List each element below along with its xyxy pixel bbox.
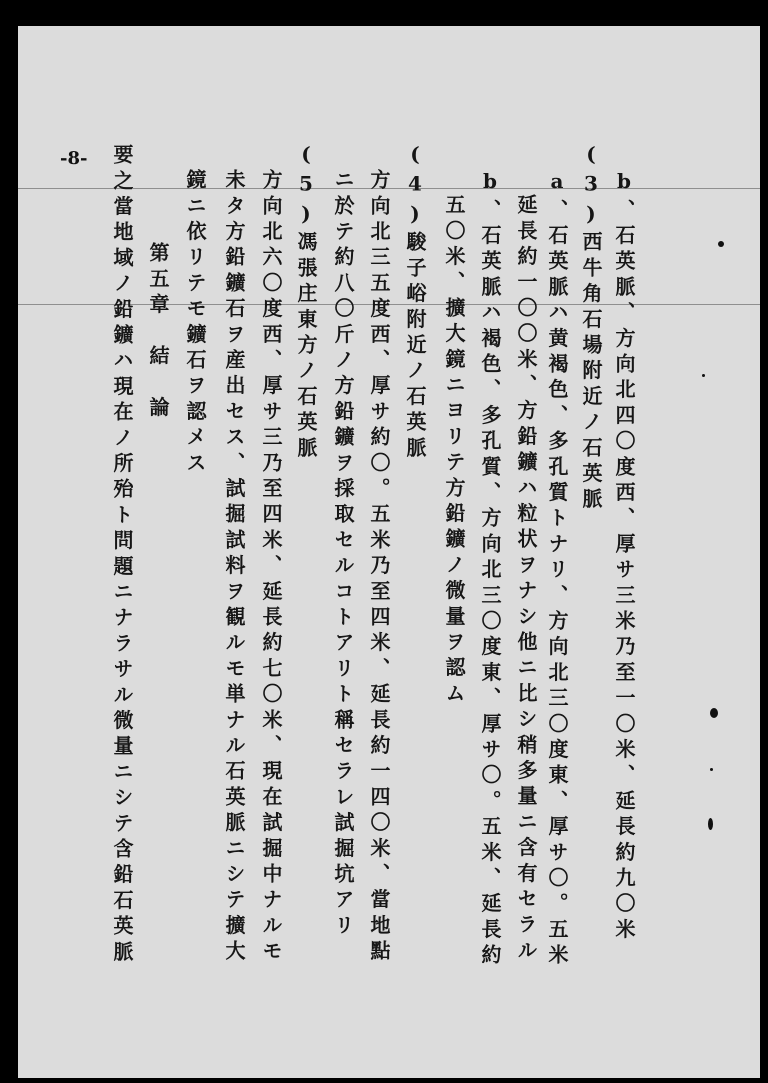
scan-speck bbox=[708, 818, 713, 830]
document-page bbox=[18, 26, 760, 1078]
text-column: b、石英脈ハ褐色、多孔質、方向北三〇度東、厚サ〇。五米、延長約 bbox=[478, 169, 502, 970]
scan-speck bbox=[718, 241, 724, 247]
page-number: -8- bbox=[60, 148, 88, 169]
text-column: b、石英脈、方向北四〇度西、厚サ三米乃至一〇米、延長約九〇米 bbox=[612, 169, 636, 944]
scan-speck bbox=[710, 768, 713, 771]
text-column: 五〇米、擴大鏡ニヨリテ方鉛鑛ノ微量ヲ認ム bbox=[442, 194, 466, 708]
scan-speck bbox=[710, 708, 718, 718]
text-column: 方向北六〇度西、厚サ三乃至四米、延長約七〇米、現在試掘中ナルモ bbox=[259, 169, 283, 966]
text-column: 要之當地域ノ鉛鑛ハ現在ノ所殆ト問題ニナラサル微量ニシテ含鉛石英脈 bbox=[110, 144, 134, 967]
section-heading: (3)西牛角石場附近ノ石英脈 bbox=[579, 142, 603, 514]
text-column: 未タ方鉛鑛石ヲ産出セス、試掘試料ヲ観ルモ単ナル石英脈ニシテ擴大 bbox=[222, 169, 246, 966]
section-heading: (5)馮張庄東方ノ石英脈 bbox=[294, 142, 318, 463]
section-heading: (4)駿子峪附近ノ石英脈 bbox=[403, 142, 427, 463]
text-column: ニ於テ約八〇斤ノ方鉛鑛ヲ採取セルコトアリト稱セラレ試掘坑アリ bbox=[331, 169, 355, 940]
text-column: 延長約一〇〇米、方鉛鑛ハ粒状ヲナシ他ニ比シ稍多量ニ含有セラル bbox=[514, 194, 538, 965]
chapter-heading: 第五章 結 論 bbox=[146, 242, 170, 422]
text-column: 鏡ニ依リテモ鑛石ヲ認メス bbox=[183, 169, 207, 478]
scan-speck bbox=[702, 374, 705, 377]
text-column: 方向北三五度西、厚サ約〇。五米乃至四米、延長約一四〇米、當地點 bbox=[367, 169, 391, 966]
text-column: a、石英脈ハ黄褐色、多孔質トナリ、方向北三〇度東、厚サ〇。五米 bbox=[545, 169, 569, 970]
